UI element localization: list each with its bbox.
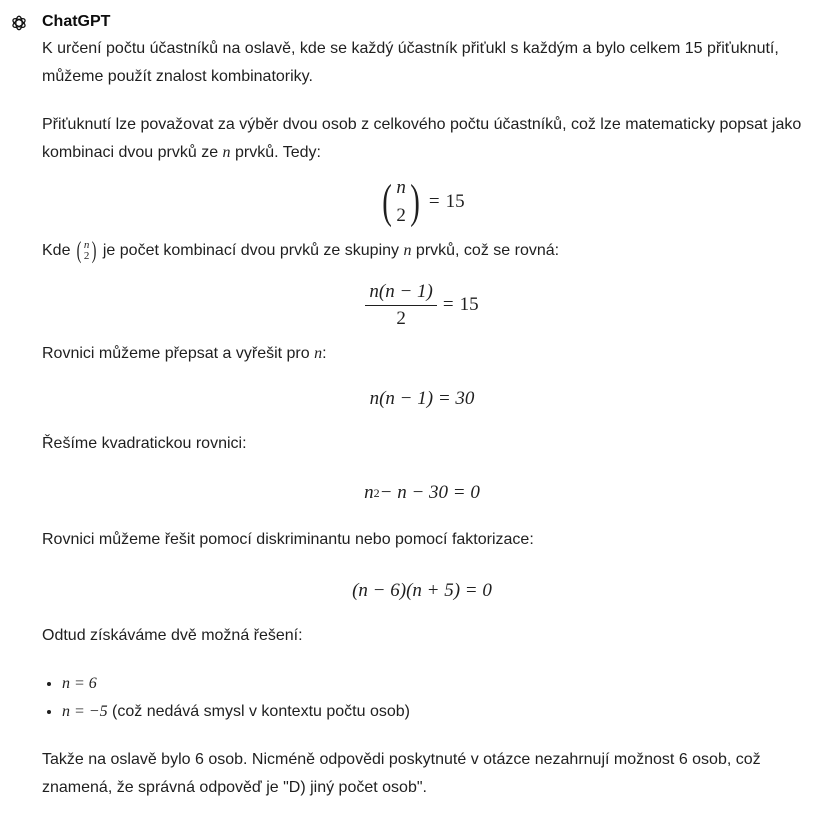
equation-binomial (42, 172, 802, 232)
list-item (62, 698, 802, 726)
math-var: n (222, 144, 231, 161)
conclusion-paragraph: Takže na oslavě bylo 6 osob. Nicméně odpovědi poskytnuté v otázce nezahrnují možnost 6 osob, což znamená, že správná odpověď je "D) jiný počet osob". (42, 751, 761, 796)
message-content (42, 35, 802, 802)
paragraph-solve-method: Rovnici můžeme řešit pomocí diskriminantu nebo pomocí faktorizace: (42, 531, 534, 548)
quad-rest: − n − 30 = 0 (379, 482, 480, 503)
paragraph-combination (42, 111, 802, 167)
solution-math: n = 6 (62, 675, 97, 692)
openai-logo-icon (10, 14, 28, 32)
text-run: Přiťuknutí lze považovat za výběr dvou osob z celkového počtu účastníků, což lze matematicky popsat jako kombinaci dvou prvků ze (42, 116, 802, 161)
text-run: je počet kombinací dvou prvků ze skupiny (98, 242, 404, 259)
text-run: Rovnici můžeme přepsat a vyřešit pro (42, 345, 315, 362)
equals-sign: = (442, 294, 454, 315)
binomial: ( n 2 ) (382, 175, 420, 228)
binom-top: n (396, 177, 406, 198)
text-run: : (322, 345, 327, 362)
paragraph-rewrite (42, 340, 802, 368)
text-run: Kde (42, 242, 75, 259)
solution-math: n = −5 (62, 703, 108, 720)
equation-factored: (n − 6)(n + 5) = 0 (352, 580, 492, 601)
eq-rhs: 15 (459, 294, 479, 315)
solution-note: (což nedává smysl v kontextu počtu osob) (107, 703, 410, 720)
paragraph-solutions-intro: Odtud získáváme dvě možná řešení: (42, 627, 303, 644)
math-var: n (314, 345, 323, 362)
math-var: n (403, 242, 412, 259)
solutions-list (42, 670, 802, 726)
fraction-numerator: n(n − 1) (365, 281, 436, 306)
binom-top: n (83, 238, 90, 251)
binom-bottom: 2 (83, 249, 90, 262)
paragraph-where (42, 237, 802, 265)
quad-exponent: 2 (373, 486, 380, 500)
equation-fraction (42, 275, 802, 335)
list-item (62, 670, 802, 698)
inline-binomial: ( n 2 ) (76, 237, 97, 264)
quad-base: n (364, 482, 374, 503)
fraction-denominator: 2 (396, 307, 406, 329)
binom-bottom: 2 (396, 205, 406, 226)
equation-quadratic (42, 468, 802, 518)
equation-product: n(n − 1) = 30 (369, 388, 475, 409)
eq-rhs: 15 (445, 191, 465, 212)
paragraph-quadratic: Řešíme kvadratickou rovnici: (42, 435, 247, 452)
text-run: prvků. Tedy: (230, 144, 321, 161)
message-author: ChatGPT (42, 13, 111, 30)
equals-sign: = (428, 191, 440, 212)
fraction (365, 281, 436, 330)
text-run: prvků, což se rovná: (411, 242, 560, 259)
intro-paragraph: K určení počtu účastníků na oslavě, kde se každý účastník přiťukl s každým a bylo celkem 15 přiťuknutí, můžeme použít znalost kombinatoriky. (42, 40, 779, 85)
